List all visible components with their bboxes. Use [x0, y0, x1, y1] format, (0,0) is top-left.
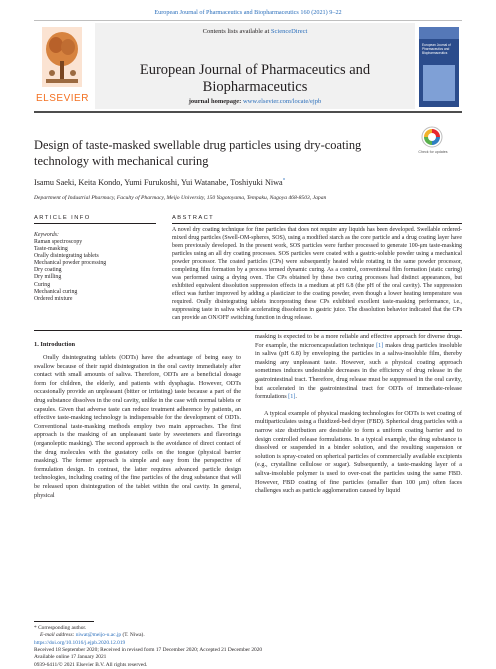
header-bottom-rule: [34, 111, 462, 113]
copyright-notice: 0939-6411/© 2021 Elsevier B.V. All rights reserved.: [34, 661, 148, 668]
abstract-heading: ABSTRACT: [172, 215, 215, 221]
corresponding-author-mark[interactable]: *: [282, 178, 286, 184]
journal-title: European Journal of Pharmaceutics and Biopharmaceutics: [139, 62, 371, 95]
journal-homepage-line: [95, 98, 415, 105]
author-list: [34, 178, 462, 187]
crossmark-label[interactable]: Check for updates: [418, 150, 448, 154]
keyword-item: Dry coating: [34, 267, 62, 274]
doi-link[interactable]: https://doi.org/10.1016/j.ejpb.2020.12.019: [34, 640, 126, 646]
journal-citation[interactable]: European Journal of Pharmaceutics and Biopharmaceutics 160 (2021) 9–22: [154, 9, 342, 16]
homepage-label: journal homepage:: [188, 98, 243, 105]
header-top-rule: [34, 20, 462, 21]
footnote-mark: *: [34, 625, 37, 631]
body-column-left: [34, 354, 241, 500]
keyword-item: Orally disintegrating tablets: [34, 253, 99, 260]
footnote-rule: [34, 621, 94, 622]
citation-link-1[interactable]: [1]: [376, 341, 384, 349]
elsevier-logo[interactable]: [36, 27, 88, 107]
keyword-item: Taste-masking: [34, 246, 68, 253]
elsevier-tree-icon: [42, 27, 82, 87]
keyword-item: Ordered mixture: [34, 295, 73, 302]
corresponding-label: Corresponding author.: [38, 625, 87, 631]
crossmark-icon[interactable]: [421, 126, 443, 152]
abstract-rule: [172, 223, 462, 224]
paragraph-text: makes drug particles insoluble in saliva (pH 6.8) by enveloping the particles in a saliva-insoluble film, thereby masking any unpleasant taste. However, such a physical coating approach sometimes induces undesirable decreases in the efficiency of drug release in the gastrointestinal tract. Therefore, drug release must be suppressed in the oral cavity, but accelerated in the gastrointestinal tract for ODTs of immediate-release formulations: [255, 341, 462, 401]
journal-homepage-link[interactable]: www.elsevier.com/locate/ejpb: [242, 98, 322, 105]
keyword-item: Mechanical powder processing: [34, 260, 107, 267]
keyword-item: Dry milling: [34, 274, 62, 281]
article-info-rule: [34, 223, 156, 224]
received-dates: Received 18 September 2020; Received in revised form 17 December 2020; Accepted 21 December 2020: [34, 647, 263, 654]
author-affiliation: Department of Industrial Pharmacy, Faculty of Pharmacy, Meijo University, 150 Yagotoyama, Tempaku, Nagoya 468-8503, Japan: [34, 195, 327, 201]
cover-title: European Journal of Pharmaceutics and Biopharmaceutics: [422, 43, 451, 55]
publication-details: [34, 640, 462, 669]
paragraph-text: masking is expected to be a more reliable and effective approach for diverse drugs. For example, the microencapsulation technique: [255, 333, 462, 349]
intro-paragraph-2: A typical example of physical masking technologies for ODTs is wet coating of multiparticulates using a fluidized-bed dryer (FBD). Spherical drug particles with a narrow size distribution are desirable to form a uniform coating barrier and to design controlled release formulations. In a typical example, the drug substance is dissolved or suspended in a binder solution, and the resulting suspension or solution is spray-coated on spherical particles of commercially available excipients (e.g., crystalline cellulose or sugar). Subsequently, a taste-masking layer of a saliva-insoluble polymer is used to over-coat the particles using the same FBD. However, FBD coating of fine particles (smaller than 100 μm) often faces challenges such as particle agglomeration caused by liquid: [255, 409, 462, 495]
body-column-right: [255, 333, 462, 496]
article-title: Design of taste-masked swellable drug particles using dry-coating technology with mechanical curing: [34, 138, 362, 168]
journal-cover-thumbnail[interactable]: [419, 27, 459, 107]
author-email-link[interactable]: niwat@meijo-u.ac.jp: [75, 632, 122, 638]
keywords-list: [34, 239, 154, 303]
publisher-wordmark: ELSEVIER: [36, 93, 89, 104]
author-names: Isamu Saeki, Keita Kondo, Yumi Furukoshi, Yui Watanabe, Toshiyuki Niwa: [34, 178, 283, 187]
cover-band: [419, 27, 459, 39]
intro-paragraph-continued: [255, 333, 462, 402]
article-info-heading: ARTICLE INFO: [34, 215, 91, 221]
keyword-item: Mechanical curing: [34, 288, 78, 295]
contents-prefix: Contents lists available at: [202, 28, 271, 35]
section-heading-introduction: 1. Introduction: [34, 341, 76, 348]
intro-paragraph-1: Orally disintegrating tablets (ODTs) have the advantage of being easy to swallow because of their rapid disintegration in the oral cavity immediately after contact with small amounts of saliva. Therefore, ODTs are a beneficial dosage form for children, the elderly, and patients with dysphagia. However, ODTs occasionally provide an unpleasant (bitter or irritating) taste because a part of the drug substance dissolves in the oral cavity, unlike in the case with normal tablets or capsules. Given that adverse taste can reduce treatment adherence by patients, an effective taste-masking technology is indispensable for the development of ODTs. Conventional taste-masking methods employ two main approaches. The first approach is the masking of an unpleasant taste by sweeteners and flavorings (organoleptic masking). The second approach is the avoidance of direct contact of the drug molecules with the gustatory cells on the tongue (physical barrier masking). The former approach is simple and easy from the perspective of formulation design. In contrast, the latter requires advanced particle design technologies, including coating of the fine particles of the drug substance that will be released upon disintegration of the tablet within the oral cavity. In general, physical: [34, 354, 241, 499]
keyword-item: Curing: [34, 281, 51, 288]
available-online-date: Available online 17 January 2021: [34, 654, 107, 661]
corresponding-author-footnote: [34, 625, 145, 639]
citation-link-1b[interactable]: [1]: [288, 393, 296, 401]
keywords-label: Keywords:: [34, 232, 59, 238]
keyword-item: Raman spectroscopy: [34, 239, 83, 245]
cover-image: [423, 65, 455, 101]
sciencedirect-link[interactable]: ScienceDirect: [270, 28, 308, 35]
email-label: E-mail address:: [40, 632, 76, 638]
abstract-text: A novel dry coating technique for fine particles that does not require any liquids has been developed. Swellable ordered-mixed drug particles (Swell-OM-spheres, SOS), using a modified starch as the core particle and a drug coating layer have been previously developed. In the present work, SOS particles were further processed to generate 100-μm taste-masking particles using an all dry coating processes. SOS particles were coated with a gastric-soluble powder using a mechanical powder processor. The coated particles (CPs) were subsequently heated while rotating in the same powder processor, completing film formation by a process termed dynamic curing. As a control, conventional film formation (static curing) was performed using a drying oven. The CPs obtained by these two curing processes had distinct appearances, but exhibited equivalent dissolution suppression effects in a medium at pH 6.8 (the pH of the oral cavity). The suppression effect was further improved by adding a plasticizer to the coating powder, even though a lower heating temperature was required. Orally disintegrating tablets incorporating these CPs exhibited excellent taste-masking performance, i.e., suppressing taste in saliva while accelerating dissolution in gastric juice. The dissolution behavior indicated that the CPs can provide an ON/OFF switching function in drug release.: [172, 227, 462, 321]
front-matter-rule: [34, 330, 462, 331]
contents-available-line: [95, 28, 415, 35]
email-suffix: (T. Niwa).: [121, 632, 145, 638]
paragraph-text: .: [295, 393, 297, 401]
